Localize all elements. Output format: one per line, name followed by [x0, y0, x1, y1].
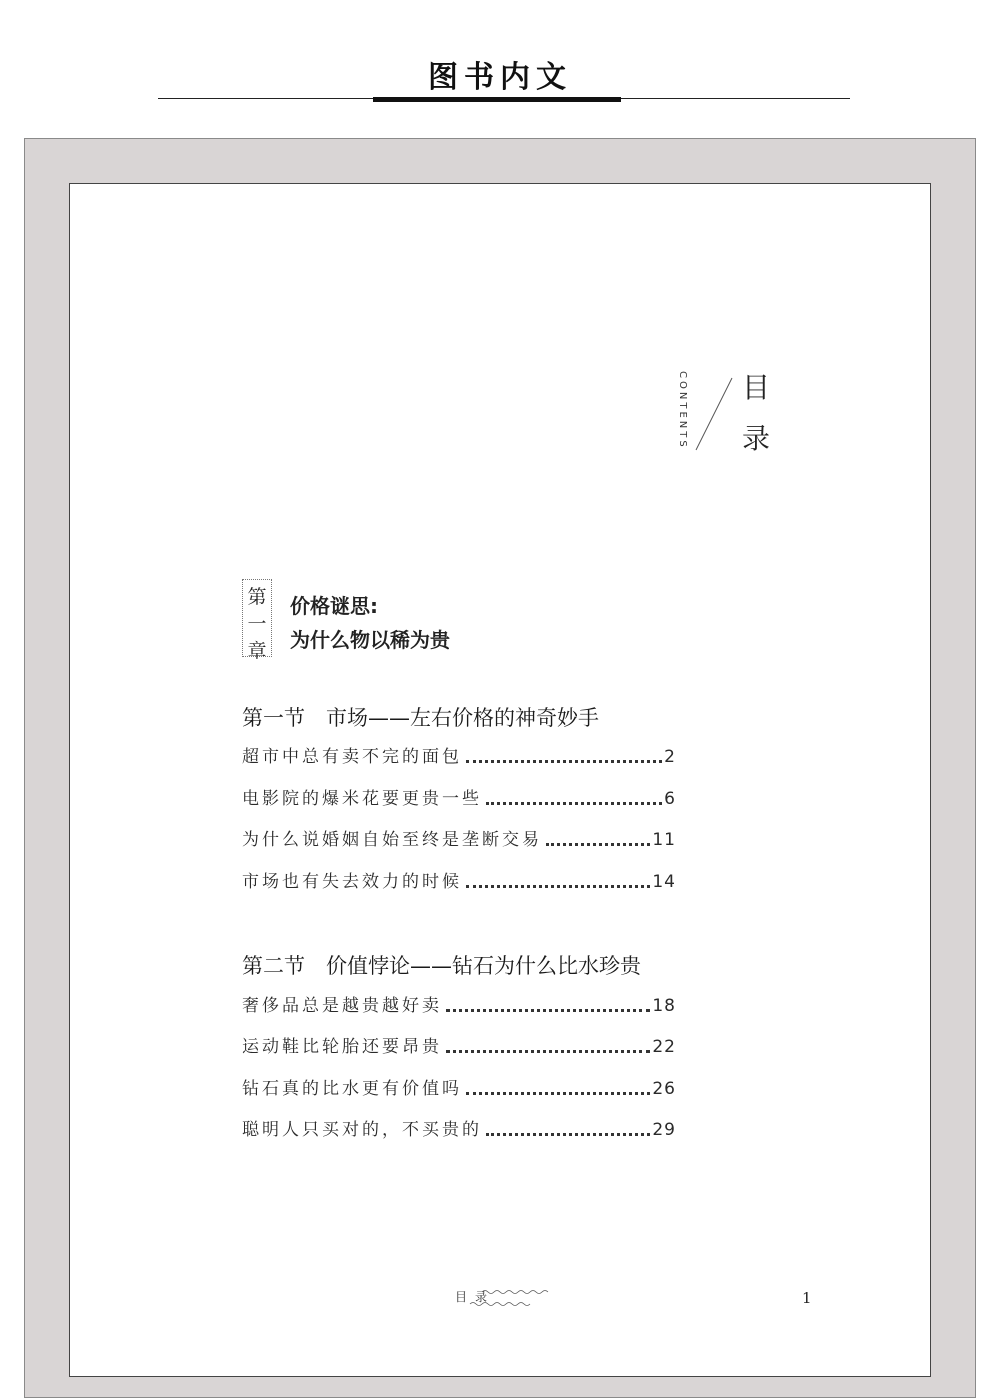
- page-number: 1: [802, 1289, 812, 1307]
- chapter-label-char: 章: [247, 640, 267, 662]
- footer-label: 目录: [455, 1290, 496, 1304]
- toc-entry-page: 22: [652, 1037, 676, 1057]
- contents-english-label: CONTENTS: [677, 371, 688, 450]
- header-rule-accent: [373, 97, 621, 102]
- header-title: 图书内文: [428, 60, 572, 95]
- toc-entry-page: 29: [652, 1120, 676, 1140]
- chapter-title-line-1: 价格谜思:: [290, 594, 378, 618]
- toc-entry-title: 运动鞋比轮胎还要昂贵: [242, 1037, 442, 1057]
- toc-entry[interactable]: [242, 783, 676, 809]
- toc-entry-title: 超市中总有卖不完的面包: [242, 747, 462, 767]
- toc-entry[interactable]: [242, 1031, 676, 1057]
- toc-entry-title: 为什么说婚姻自始至终是垄断交易: [242, 830, 542, 850]
- toc-entry-title: 奢侈品总是越贵越好卖: [242, 996, 442, 1016]
- toc-leader-dots: [446, 1009, 650, 1012]
- toc-leader-dots: [486, 802, 662, 805]
- chapter-label-char: 第: [247, 586, 267, 608]
- toc-entry[interactable]: [242, 1073, 676, 1099]
- toc-entry-page: 6: [664, 789, 676, 809]
- toc-heading-char-2: 录: [742, 422, 771, 455]
- toc-entry-page: 2: [664, 747, 676, 767]
- toc-entry-page: 14: [652, 872, 676, 892]
- toc-entry-title: 市场也有失去效力的时候: [242, 872, 462, 892]
- toc-entry-title: 聪明人只买对的，不买贵的: [242, 1120, 482, 1140]
- heading-slash-divider: [694, 376, 734, 452]
- toc-leader-dots: [466, 1092, 650, 1095]
- toc-entry[interactable]: [242, 741, 676, 767]
- section-title[interactable]: 第二节 价值悖论——钻石为什么比水珍贵: [242, 954, 641, 978]
- toc-entry-title: 钻石真的比水更有价值吗: [242, 1079, 462, 1099]
- toc-entry[interactable]: [242, 824, 676, 850]
- toc-leader-dots: [546, 843, 650, 846]
- wave-ornament-icon: [468, 1286, 550, 1308]
- toc-entry-page: 18: [652, 996, 676, 1016]
- toc-entry-title: 电影院的爆米花要更贵一些: [242, 789, 482, 809]
- toc-entry-page: 26: [652, 1079, 676, 1099]
- toc-heading-char-1: 目: [742, 371, 771, 404]
- toc-leader-dots: [466, 760, 662, 763]
- toc-leader-dots: [486, 1133, 650, 1136]
- toc-leader-dots: [446, 1050, 650, 1053]
- section-title[interactable]: 第一节 市场——左右价格的神奇妙手: [242, 706, 599, 730]
- chapter-label-char: 一: [247, 613, 267, 635]
- toc-entry[interactable]: [242, 1114, 676, 1140]
- chapter-label-box: [242, 579, 272, 662]
- toc-entry[interactable]: [242, 990, 676, 1016]
- toc-entry[interactable]: [242, 866, 676, 892]
- toc-leader-dots: [466, 885, 650, 888]
- book-page: [69, 183, 931, 1377]
- chapter-title-line-2: 为什么物以稀为贵: [290, 628, 450, 652]
- toc-entry-page: 11: [652, 830, 676, 850]
